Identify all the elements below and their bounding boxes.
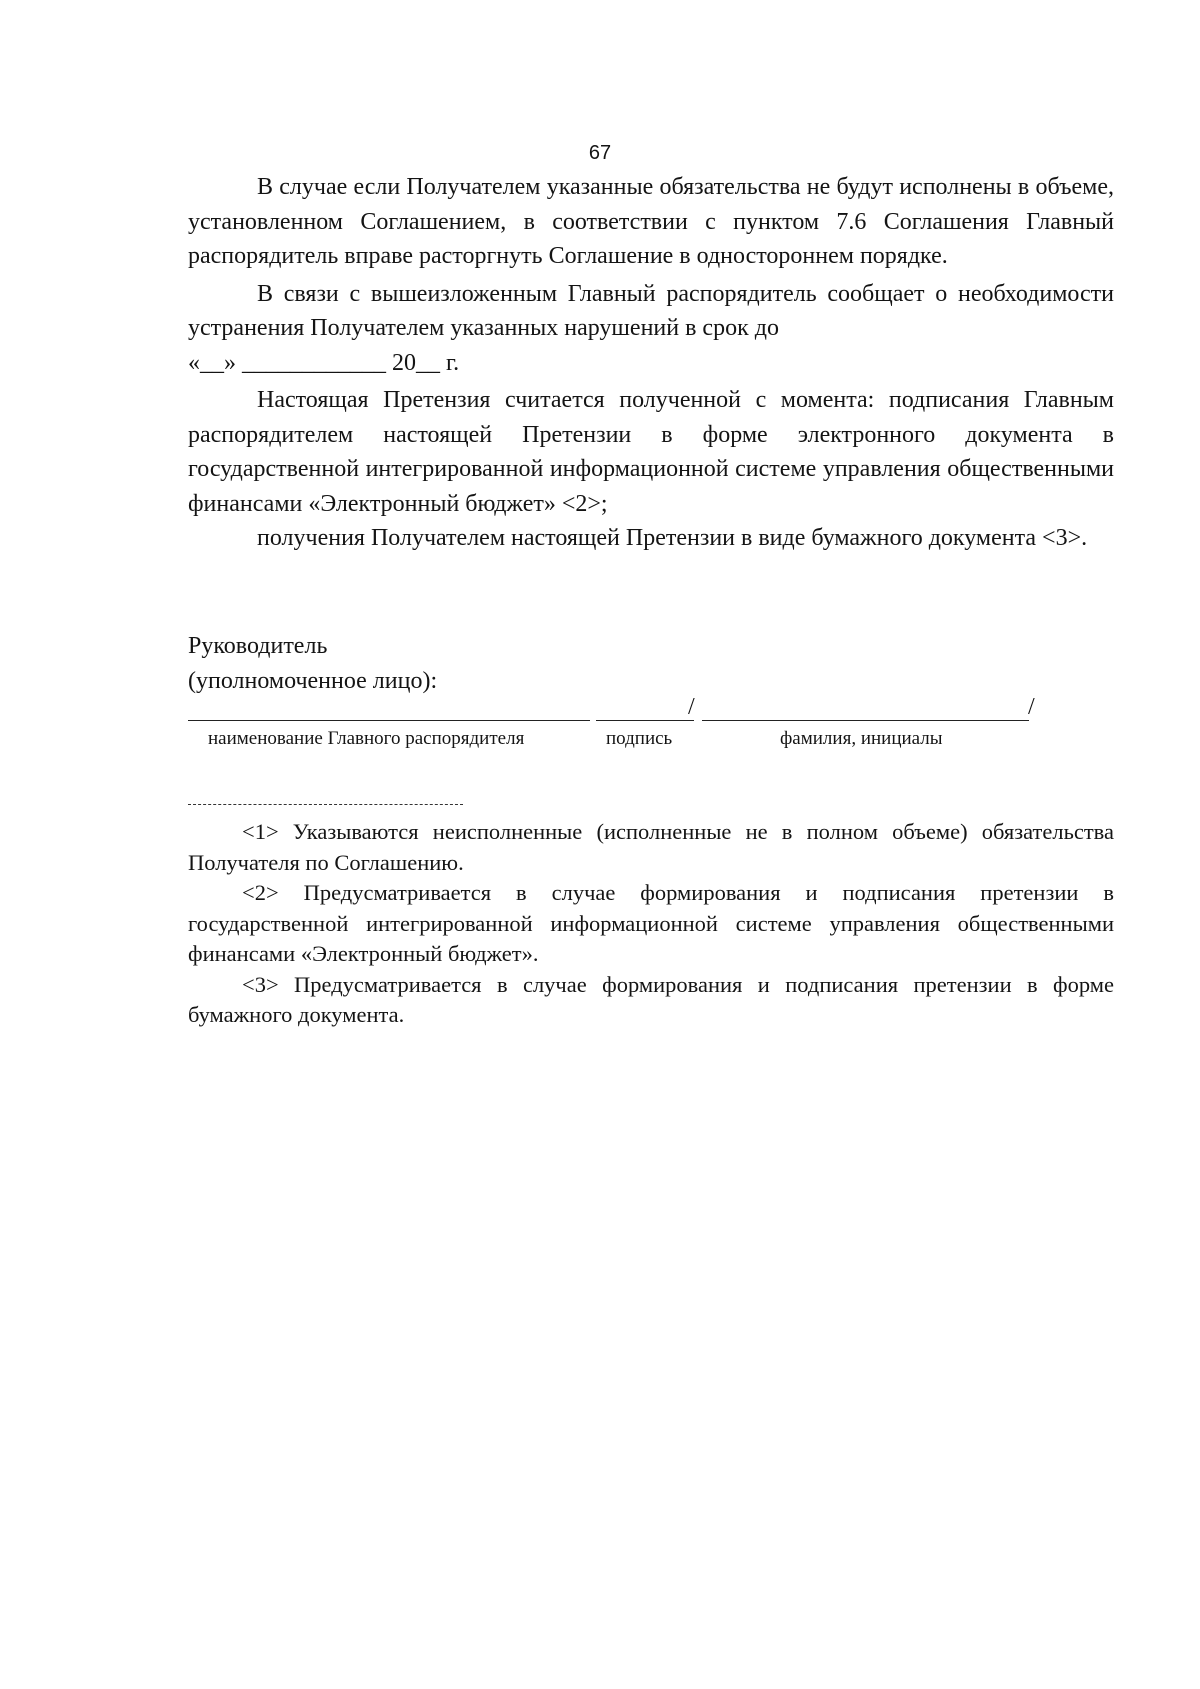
paragraph-receipt-paper: получения Получателем настоящей Претензии в виде бумажного документа <3>. xyxy=(257,525,1088,551)
footnote-2: <2> Предусматривается в случае формирования и подписания претензии в государственной интегрированной информационной системе управления общественными финансами «Электронный бюджет». xyxy=(188,880,1114,966)
signatory-title: Руководитель xyxy=(188,633,328,659)
footnote-3: <3> Предусматривается в случае формирования и подписания претензии в форме бумажного документа. xyxy=(188,971,1114,1027)
signature-line[interactable] xyxy=(596,720,694,721)
paragraph-obligations: В случае если Получателем указанные обязательства не будут исполнены в объеме, установленном Соглашением, в соответствии с пунктом 7.6 Соглашения Главный распорядитель вправе расторгнуть Соглашение в одностороннем порядке. xyxy=(188,174,1114,269)
claim-body xyxy=(188,170,1114,556)
caption-organization-name: наименование Главного распорядителя xyxy=(208,728,525,749)
footnote-1: <1> Указываются неисполненные (исполненные не в полном объеме) обязательства Получателя по Соглашению. xyxy=(188,819,1114,875)
slash-separator-1: / xyxy=(688,694,695,720)
footnote-separator xyxy=(188,804,463,805)
page-number: 67 xyxy=(588,142,612,164)
caption-signature: подпись xyxy=(606,728,673,749)
deadline-date-line: «__» ____________ 20__ г. xyxy=(188,349,460,376)
name-signature-line[interactable] xyxy=(188,720,590,721)
caption-surname-initials: фамилия, инициалы xyxy=(780,728,943,749)
signatory-subtitle: (уполномоченное лицо): xyxy=(188,668,438,694)
paragraph-receipt-electronic: Настоящая Претензия считается полученной с момента: подписания Главным распорядителем настоящей Претензии в форме электронного документа в государственной интегрированной информационной системе управления общественными финансами «Электронный бюджет» <2>; xyxy=(188,387,1114,517)
fio-signature-line[interactable] xyxy=(702,720,1029,721)
signatory-label xyxy=(188,629,437,699)
footnotes xyxy=(188,817,1114,1031)
paragraph-remedy-request: В связи с вышеизложенным Главный распорядитель сообщает о необходимости устранения Получателем указанных нарушений в срок до xyxy=(188,280,1114,341)
slash-separator-2: / xyxy=(1028,694,1035,720)
